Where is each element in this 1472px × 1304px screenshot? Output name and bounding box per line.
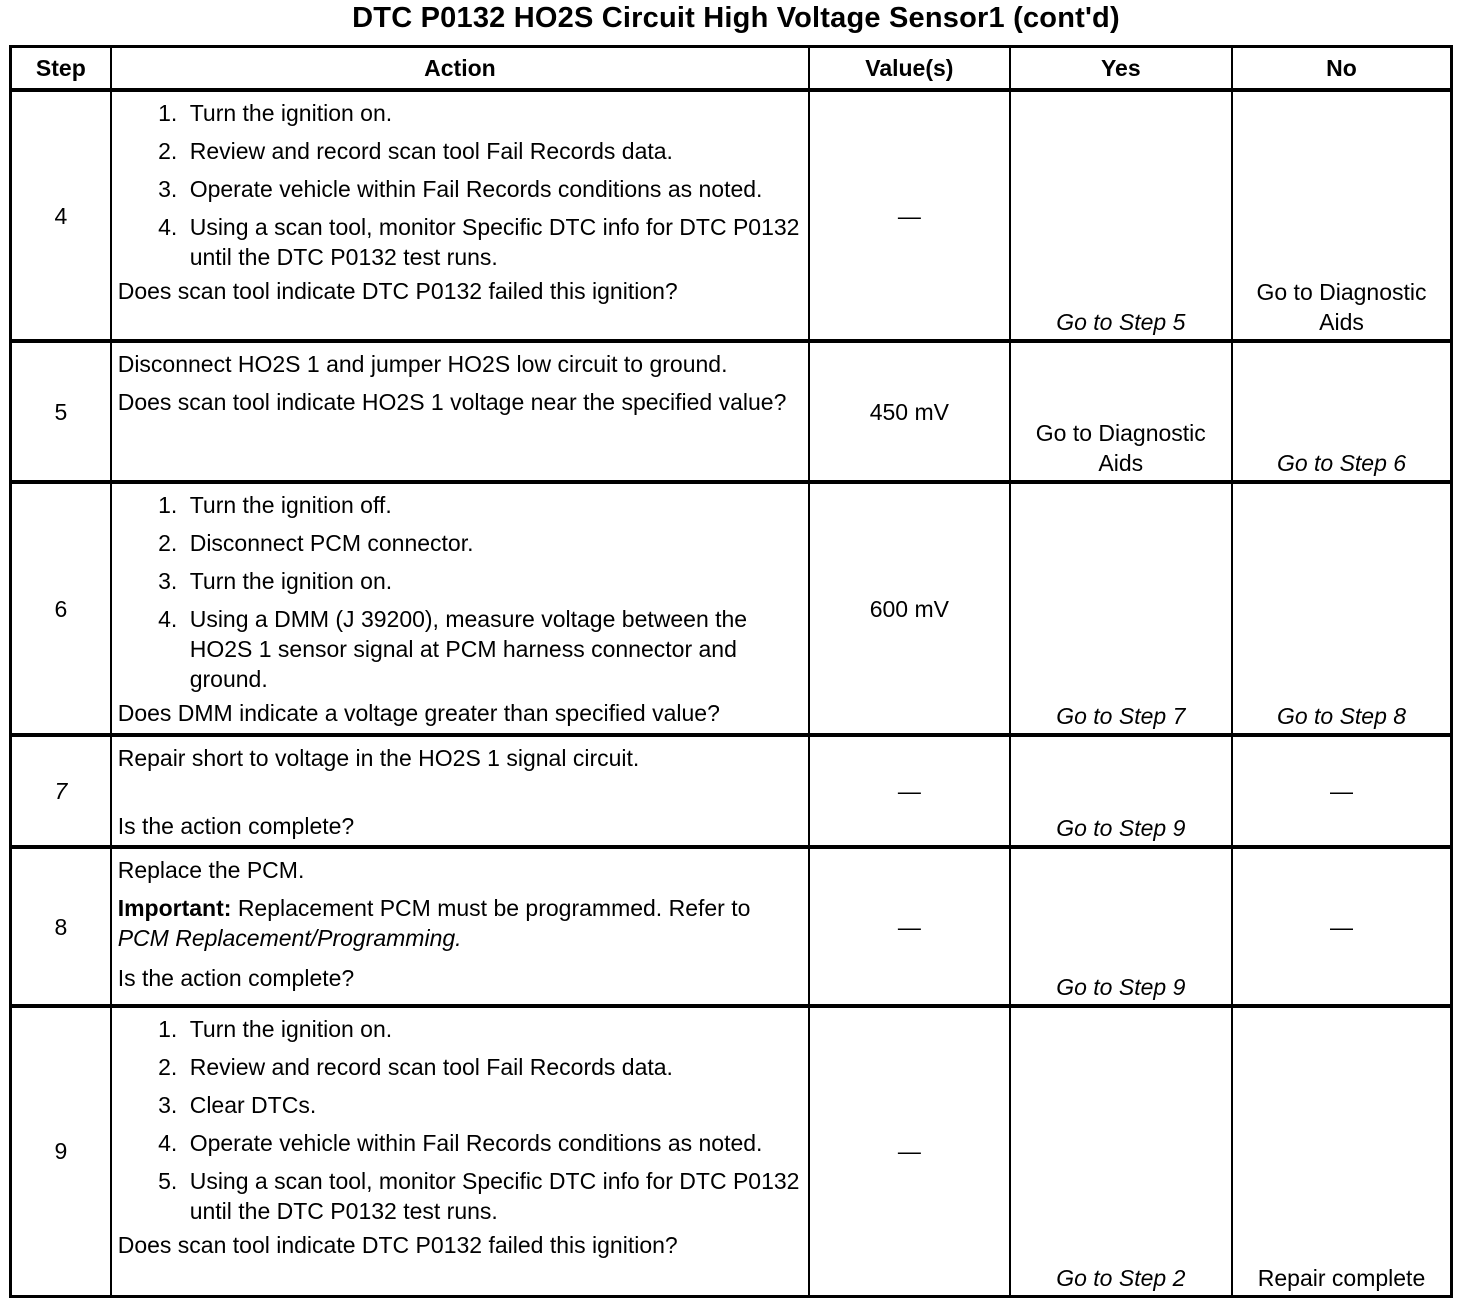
no-cell — [1232, 1006, 1451, 1296]
action-item: 4. Using a DMM (J 39200), measure voltage between the HO2S 1 sensor signal at PCM harness connector and ground. — [184, 604, 802, 694]
diagnostic-table — [9, 45, 1453, 1298]
no-cell — [1232, 735, 1451, 847]
no-link[interactable]: Go to Step 6 — [1276, 450, 1407, 476]
action-item: 1. Turn the ignition on. — [184, 1014, 802, 1044]
header-action: Action — [111, 47, 809, 91]
action-question: Does scan tool indicate DTC P0132 failed this ignition? — [117, 278, 678, 304]
no-cell — [1232, 341, 1451, 482]
action-item: 5. Using a scan tool, monitor Specific DTC info for DTC P0132 until the DTC P0132 test runs. — [184, 1166, 802, 1226]
no-link[interactable]: Go to Step 8 — [1276, 703, 1407, 729]
action-list — [118, 1014, 802, 1226]
header-values: Value(s) — [809, 47, 1009, 91]
step-number: 6 — [11, 482, 111, 735]
action-item: 2. Review and record scan tool Fail Records data. — [184, 136, 802, 166]
action-question: Does scan tool indicate HO2S 1 voltage near the specified value? — [117, 389, 787, 415]
important-label: Important: — [117, 895, 232, 921]
action-paragraph: Replace the PCM. — [117, 857, 305, 883]
action-question: Does DMM indicate a voltage greater than specified value? — [117, 700, 720, 726]
no-link[interactable]: Go to Diagnostic Aids — [1256, 279, 1427, 335]
value-text: — — [897, 913, 921, 940]
no-value: — — [1330, 778, 1353, 804]
value-cell — [809, 1006, 1009, 1296]
action-cell — [111, 847, 809, 1006]
action-item: 1. Turn the ignition on. — [184, 98, 802, 128]
table-row-step-5 — [11, 341, 1452, 482]
header-yes: Yes — [1010, 47, 1232, 91]
table-row-step-9 — [11, 1006, 1452, 1296]
value-text: 600 mV — [869, 595, 949, 622]
action-cell — [111, 341, 809, 482]
yes-cell — [1010, 1006, 1232, 1296]
value-text: — — [897, 202, 921, 229]
action-paragraph: Repair short to voltage in the HO2S 1 signal circuit. — [117, 745, 640, 771]
action-item: 2. Review and record scan tool Fail Records data. — [184, 1052, 802, 1082]
value-text: — — [897, 1138, 921, 1165]
value-cell — [809, 341, 1009, 482]
action-cell — [111, 90, 809, 341]
yes-cell — [1010, 341, 1232, 482]
yes-link[interactable]: Go to Step 2 — [1056, 1264, 1186, 1291]
action-paragraph: Disconnect HO2S 1 and jumper HO2S low circuit to ground. — [117, 351, 728, 377]
value-text: — — [897, 778, 921, 804]
no-cell — [1232, 482, 1451, 735]
yes-link[interactable]: Go to Diagnostic Aids — [1035, 420, 1206, 476]
action-list — [118, 490, 802, 694]
action-item: 3. Operate vehicle within Fail Records conditions as noted. — [184, 174, 802, 204]
step-number: 8 — [11, 847, 111, 1006]
no-cell — [1232, 90, 1451, 341]
step-number: 4 — [11, 90, 111, 341]
table-row-step-4 — [11, 90, 1452, 341]
spacer — [118, 781, 802, 811]
page-title: DTC P0132 HO2S Circuit High Voltage Sensor1 (cont'd) — [352, 2, 1120, 34]
header-row — [11, 47, 1452, 91]
yes-cell — [1010, 90, 1232, 341]
value-cell — [809, 735, 1009, 847]
step-number: 5 — [11, 341, 111, 482]
action-question: Does scan tool indicate DTC P0132 failed this ignition? — [117, 1232, 678, 1258]
table-row-step-7 — [11, 735, 1452, 847]
action-question: Is the action complete? — [117, 965, 355, 991]
action-item: 4. Using a scan tool, monitor Specific DTC info for DTC P0132 until the DTC P0132 test runs. — [184, 212, 802, 272]
action-cell — [111, 735, 809, 847]
step-number: 9 — [11, 1006, 111, 1296]
important-reference-link[interactable]: PCM Replacement/Programming. — [117, 925, 462, 951]
value-text: 450 mV — [869, 398, 949, 425]
important-text: Replacement PCM must be programmed. Refer to — [237, 895, 751, 921]
step-number: 7 — [11, 735, 111, 847]
yes-cell — [1010, 482, 1232, 735]
no-cell — [1232, 847, 1451, 1006]
yes-cell — [1010, 847, 1232, 1006]
action-list — [118, 98, 802, 272]
table-row-step-8 — [11, 847, 1452, 1006]
yes-link[interactable]: Go to Step 7 — [1056, 703, 1186, 729]
action-item: 3. Clear DTCs. — [184, 1090, 802, 1120]
no-value: — — [1330, 913, 1353, 940]
action-item: 2. Disconnect PCM connector. — [184, 528, 802, 558]
action-cell — [111, 1006, 809, 1296]
value-cell — [809, 90, 1009, 341]
yes-link[interactable]: Go to Step 9 — [1056, 815, 1186, 841]
header-step: Step — [11, 47, 111, 91]
no-value: Repair complete — [1257, 1264, 1426, 1291]
action-item: 1. Turn the ignition off. — [184, 490, 802, 520]
yes-link[interactable]: Go to Step 5 — [1056, 309, 1186, 335]
action-cell — [111, 482, 809, 735]
value-cell — [809, 847, 1009, 1006]
value-cell — [809, 482, 1009, 735]
important-note — [118, 893, 802, 953]
yes-link[interactable]: Go to Step 9 — [1056, 974, 1186, 1000]
action-question: Is the action complete? — [117, 813, 355, 839]
yes-cell — [1010, 735, 1232, 847]
header-no: No — [1232, 47, 1451, 91]
action-item: 4. Operate vehicle within Fail Records conditions as noted. — [184, 1128, 802, 1158]
action-item: 3. Turn the ignition on. — [184, 566, 802, 596]
table-row-step-6 — [11, 482, 1452, 735]
